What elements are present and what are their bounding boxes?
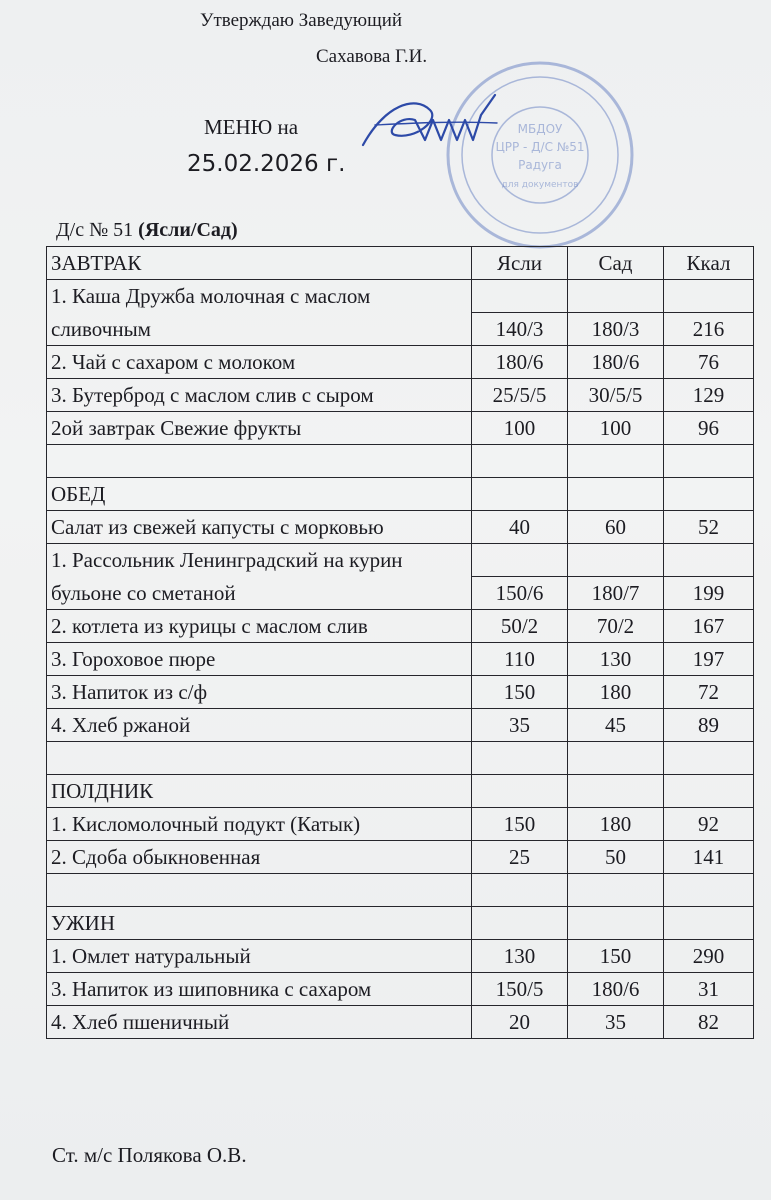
- garden-portion-cell: 130: [568, 643, 664, 676]
- kcal-cell: [664, 907, 754, 940]
- table-row: [47, 379, 754, 412]
- dish-name-cell: ПОЛДНИК: [47, 775, 472, 808]
- kcal-cell: 290: [664, 940, 754, 973]
- table-row: [47, 346, 754, 379]
- kcal-cell: 92: [664, 808, 754, 841]
- nursery-portion-cell: [472, 544, 568, 577]
- table-row: [47, 280, 754, 313]
- kcal-cell: 52: [664, 511, 754, 544]
- nursery-portion-cell: 100: [472, 412, 568, 445]
- dish-name-cell: 1. Каша Дружба молочная с маслом: [47, 280, 472, 313]
- garden-portion-cell: 180/3: [568, 313, 664, 346]
- header-meal: ЗАВТРАК: [47, 247, 472, 280]
- kindergarten-number: Д/с № 51: [56, 219, 139, 241]
- dish-name-cell: 2. котлета из курицы с маслом слив: [47, 610, 472, 643]
- garden-portion-cell: [568, 874, 664, 907]
- garden-portion-cell: [568, 445, 664, 478]
- nursery-portion-cell: 110: [472, 643, 568, 676]
- table-row: [47, 1006, 754, 1039]
- nursery-portion-cell: [472, 478, 568, 511]
- nursery-portion-cell: 150: [472, 808, 568, 841]
- kcal-cell: 197: [664, 643, 754, 676]
- dish-name-cell: 3. Бутерброд с маслом слив с сыром: [47, 379, 472, 412]
- stamp-line-text: ЦРР - Д/С №51: [495, 140, 585, 154]
- garden-portion-cell: [568, 544, 664, 577]
- table-row: [47, 511, 754, 544]
- nursery-portion-cell: [472, 742, 568, 775]
- table-row: [47, 412, 754, 445]
- kcal-cell: [664, 742, 754, 775]
- kindergarten-groups: (Ясли/Сад): [138, 219, 238, 241]
- menu-date: 25.02.2026 г.: [187, 151, 346, 177]
- dish-name-cell: 3. Напиток из шиповника с сахаром: [47, 973, 472, 1006]
- nursery-portion-cell: [472, 280, 568, 313]
- header-garden: Сад: [568, 247, 664, 280]
- nursery-portion-cell: 20: [472, 1006, 568, 1039]
- dish-name-cell: 3. Гороховое пюре: [47, 643, 472, 676]
- table-row: [47, 577, 754, 610]
- header-kcal: Ккал: [664, 247, 754, 280]
- dish-name-cell: 1. Омлет натуральный: [47, 940, 472, 973]
- nursery-portion-cell: [472, 907, 568, 940]
- garden-portion-cell: 180/7: [568, 577, 664, 610]
- table-row: [47, 478, 754, 511]
- table-row: [47, 907, 754, 940]
- dish-name-cell: [47, 874, 472, 907]
- dish-name-cell: [47, 445, 472, 478]
- dish-name-cell: УЖИН: [47, 907, 472, 940]
- kcal-cell: 72: [664, 676, 754, 709]
- garden-portion-cell: 180: [568, 808, 664, 841]
- table-row: [47, 643, 754, 676]
- approval-title: Утверждаю Заведующий: [200, 10, 403, 31]
- garden-portion-cell: 30/5/5: [568, 379, 664, 412]
- kcal-cell: 96: [664, 412, 754, 445]
- kcal-cell: [664, 445, 754, 478]
- table-row: [47, 544, 754, 577]
- stamp-note-text: для документов: [501, 180, 579, 190]
- table-row: [47, 775, 754, 808]
- kcal-cell: 167: [664, 610, 754, 643]
- signature: [355, 85, 505, 165]
- kcal-cell: 76: [664, 346, 754, 379]
- nursery-portion-cell: 50/2: [472, 610, 568, 643]
- kindergarten-label: [56, 219, 238, 242]
- garden-portion-cell: [568, 742, 664, 775]
- nursery-portion-cell: 35: [472, 709, 568, 742]
- dish-name-cell: 4. Хлеб ржаной: [47, 709, 472, 742]
- nursery-portion-cell: [472, 445, 568, 478]
- dish-name-cell: [47, 742, 472, 775]
- stamp-name-text: Радуга: [518, 158, 562, 172]
- kcal-cell: [664, 478, 754, 511]
- table-row: [47, 940, 754, 973]
- garden-portion-cell: [568, 280, 664, 313]
- table-row: [47, 313, 754, 346]
- dish-name-cell: 1. Рассольник Ленинградский на курин: [47, 544, 472, 577]
- table-row: [47, 610, 754, 643]
- garden-portion-cell: 100: [568, 412, 664, 445]
- header-nursery: Ясли: [472, 247, 568, 280]
- kcal-cell: 31: [664, 973, 754, 1006]
- garden-portion-cell: [568, 478, 664, 511]
- dish-name-cell: 2ой завтрак Свежие фрукты: [47, 412, 472, 445]
- dish-name-cell: 2. Сдоба обыкновенная: [47, 841, 472, 874]
- garden-portion-cell: 180/6: [568, 346, 664, 379]
- nurse-signature-line: Ст. м/с Полякова О.В.: [52, 1143, 247, 1167]
- kcal-cell: [664, 775, 754, 808]
- table-row: [47, 841, 754, 874]
- nursery-portion-cell: 130: [472, 940, 568, 973]
- table-row: [47, 973, 754, 1006]
- garden-portion-cell: 45: [568, 709, 664, 742]
- nursery-portion-cell: 140/3: [472, 313, 568, 346]
- garden-portion-cell: [568, 907, 664, 940]
- dish-name-cell: Салат из свежей капусты с морковью: [47, 511, 472, 544]
- kcal-cell: [664, 544, 754, 577]
- dish-name-cell: 4. Хлеб пшеничный: [47, 1006, 472, 1039]
- dish-name-cell: 1. Кисломолочный подукт (Катык): [47, 808, 472, 841]
- garden-portion-cell: 180: [568, 676, 664, 709]
- approval-name: Сахавова Г.И.: [316, 46, 428, 67]
- nursery-portion-cell: 150/5: [472, 973, 568, 1006]
- kcal-cell: 141: [664, 841, 754, 874]
- table-row: [47, 709, 754, 742]
- nursery-portion-cell: 40: [472, 511, 568, 544]
- kcal-cell: 199: [664, 577, 754, 610]
- nursery-portion-cell: 25: [472, 841, 568, 874]
- kcal-cell: [664, 874, 754, 907]
- kcal-cell: 82: [664, 1006, 754, 1039]
- nursery-portion-cell: [472, 775, 568, 808]
- table-row: [47, 445, 754, 478]
- garden-portion-cell: 50: [568, 841, 664, 874]
- nursery-portion-cell: 25/5/5: [472, 379, 568, 412]
- table-row: [47, 808, 754, 841]
- nursery-portion-cell: 150/6: [472, 577, 568, 610]
- nursery-portion-cell: [472, 874, 568, 907]
- table-header-row: [47, 247, 754, 280]
- dish-name-cell: 2. Чай с сахаром с молоком: [47, 346, 472, 379]
- garden-portion-cell: 60: [568, 511, 664, 544]
- dish-name-cell: ОБЕД: [47, 478, 472, 511]
- table-row: [47, 742, 754, 775]
- garden-portion-cell: 70/2: [568, 610, 664, 643]
- dish-name-cell: сливочным: [47, 313, 472, 346]
- kcal-cell: 89: [664, 709, 754, 742]
- garden-portion-cell: [568, 775, 664, 808]
- nursery-portion-cell: 180/6: [472, 346, 568, 379]
- menu-table: [46, 246, 754, 1039]
- kcal-cell: [664, 280, 754, 313]
- garden-portion-cell: 150: [568, 940, 664, 973]
- garden-portion-cell: 180/6: [568, 973, 664, 1006]
- stamp-org-text: МБДОУ: [517, 122, 563, 136]
- garden-portion-cell: 35: [568, 1006, 664, 1039]
- kcal-cell: 129: [664, 379, 754, 412]
- nursery-portion-cell: 150: [472, 676, 568, 709]
- menu-heading: МЕНЮ на: [204, 115, 299, 139]
- table-row: [47, 874, 754, 907]
- table-row: [47, 676, 754, 709]
- dish-name-cell: бульоне со сметаной: [47, 577, 472, 610]
- kcal-cell: 216: [664, 313, 754, 346]
- dish-name-cell: 3. Напиток из с/ф: [47, 676, 472, 709]
